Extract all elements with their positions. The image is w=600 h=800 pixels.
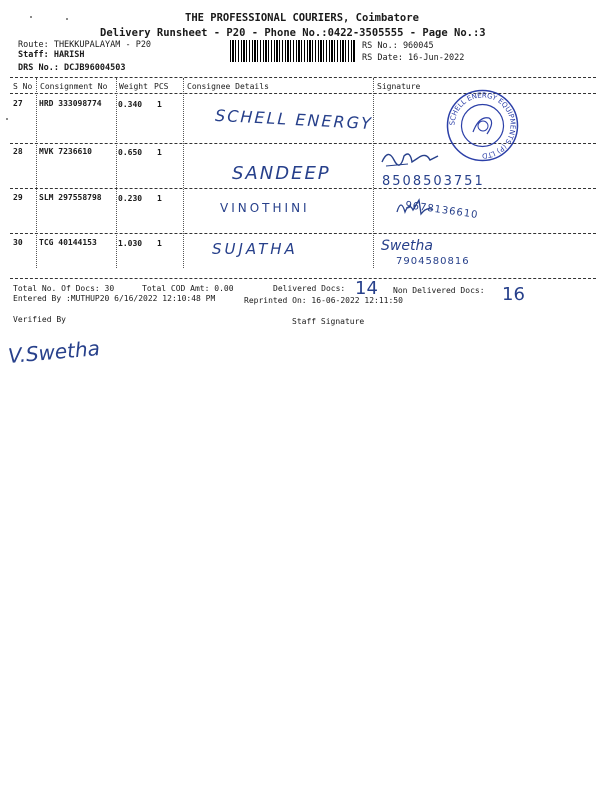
row-consignment: SLM 297558798 <box>39 193 102 202</box>
entered-by: Entered By :MUTHUP20 6/16/2022 12:10:48 PM <box>13 294 216 303</box>
rs-number: RS No.: 960045 <box>362 41 434 51</box>
row-weight: 0.340 <box>118 100 143 109</box>
total-cod: Total COD Amt: 0.00 <box>142 284 234 293</box>
reprinted-on: Reprinted On: 16-06-2022 12:11:50 <box>244 296 403 305</box>
rs-date: RS Date: 16-Jun-2022 <box>362 53 465 63</box>
consignee-handwriting: SUJATHA <box>212 240 298 258</box>
verified-by-label: Verified By <box>13 315 66 324</box>
total-docs: Total No. Of Docs: 30 <box>13 284 115 293</box>
consignee-handwriting: VINOTHINI <box>220 201 310 215</box>
col-header-weight: Weight <box>119 82 148 91</box>
staff-label: Staff: HARISH <box>18 50 85 60</box>
signature-phone: 8508503751 <box>382 174 485 189</box>
scan-speck <box>6 118 8 120</box>
drs-number: DRS No.: DCJB96004503 <box>18 63 126 73</box>
consignee-handwriting: SCHELL ENERGY <box>214 105 374 134</box>
col-divider <box>116 78 117 268</box>
signature-phone: 9678136610 <box>404 199 480 222</box>
row-consignment: TCG 40144153 <box>39 238 97 247</box>
signature-name: Swetha <box>381 238 433 254</box>
non-delivered-label: Non Delivered Docs: <box>393 286 485 295</box>
row-pcs: 1 <box>157 239 162 248</box>
col-header-pcs: PCS <box>154 82 169 91</box>
non-delivered-count: 16 <box>502 284 525 305</box>
route-label: Route: THEKKUPALAYAM - P20 <box>18 40 152 50</box>
col-header-signature: Signature <box>377 82 421 91</box>
barcode <box>230 40 355 62</box>
row-pcs: 1 <box>157 148 162 157</box>
company-title: THE PROFESSIONAL COURIERS, Coimbatore <box>185 12 419 24</box>
row-weight: 0.650 <box>118 148 143 157</box>
table-bottom-rule <box>10 278 596 279</box>
row-sno: 29 <box>13 193 23 202</box>
company-stamp <box>445 88 520 163</box>
row-sno: 28 <box>13 147 23 156</box>
consignee-handwriting: SANDEEP <box>232 163 331 184</box>
row-separator <box>10 188 596 189</box>
row-weight: 0.230 <box>118 194 143 203</box>
row-pcs: 1 <box>157 194 162 203</box>
signature-scribble <box>378 146 448 174</box>
scan-speck <box>30 16 32 18</box>
scan-speck <box>66 18 68 20</box>
verifier-signature: V.Swetha <box>7 336 101 368</box>
row-sno: 30 <box>13 238 23 247</box>
row-separator <box>10 233 596 234</box>
signature-phone: 7904580816 <box>396 256 470 267</box>
stamp-text: SCHELL ENERGY EQUIPMENTS (P) LTD <box>448 91 517 160</box>
row-pcs: 1 <box>157 100 162 109</box>
col-header-consignment: Consignment No <box>40 82 108 91</box>
row-consignment: HRD 333098774 <box>39 99 102 108</box>
staff-signature-label: Staff Signature <box>292 317 365 326</box>
delivered-label: Delivered Docs: <box>273 284 346 293</box>
col-header-consignee: Consignee Details <box>187 82 269 91</box>
row-weight: 1.030 <box>118 239 143 248</box>
col-header-sno: S No <box>13 82 33 91</box>
row-consignment: MVK 7236610 <box>39 147 92 156</box>
delivered-count: 14 <box>355 278 378 299</box>
row-sno: 27 <box>13 99 23 108</box>
col-divider <box>183 78 184 268</box>
col-divider <box>36 78 37 268</box>
table-top-rule <box>10 77 596 78</box>
runsheet-title: Delivery Runsheet - P20 - Phone No.:0422-3505555 - Page No.:3 <box>100 27 486 39</box>
col-divider <box>373 78 374 268</box>
